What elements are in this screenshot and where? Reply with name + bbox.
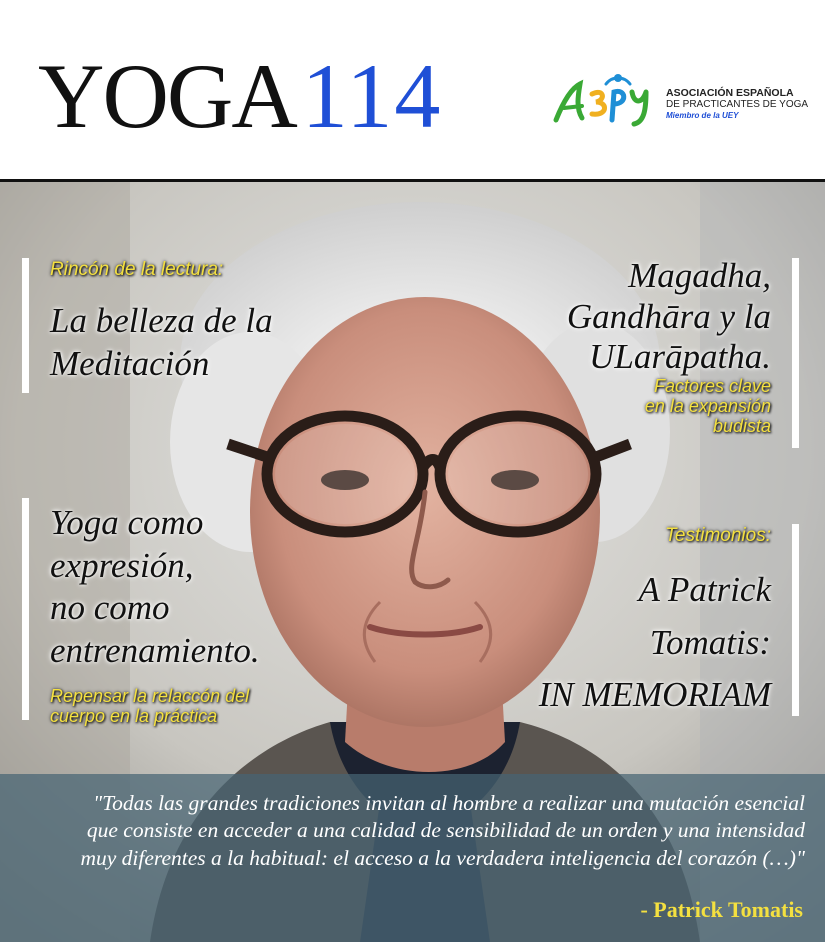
testimonials-title-line: Tomatis: xyxy=(649,622,771,662)
accent-bar-reading xyxy=(22,258,29,393)
magadha-subtitle-line: en la expansión xyxy=(644,396,771,417)
logo-line-3: Miembro de la UEY xyxy=(666,110,739,120)
issue-number: 114 xyxy=(301,45,443,147)
logo-text xyxy=(666,87,808,120)
expression-title-line: no como xyxy=(50,588,170,628)
expression-subtitle xyxy=(50,686,249,726)
aepy-logo-icon xyxy=(552,70,657,130)
magadha-title-line: Magadha, xyxy=(628,256,771,295)
expression-title[interactable] xyxy=(50,502,310,673)
magadha-subtitle-line: Factores clave xyxy=(653,376,771,396)
accent-bar-testimonials xyxy=(792,524,799,716)
reading-title-line: Meditación xyxy=(50,343,210,383)
reading-title-line: La belleza de la xyxy=(50,301,273,340)
accent-bar-expression xyxy=(22,498,29,720)
magadha-title-line: ULarāpatha. xyxy=(589,337,771,377)
accent-bar-magadha xyxy=(792,258,799,448)
expression-subtitle-line: Repensar la relaccón del xyxy=(50,686,250,706)
quote-author: - Patrick Tomatis xyxy=(640,897,803,922)
testimonials-kicker: Testimonios: xyxy=(665,525,771,546)
logo-line-1: ASOCIACIÓN ESPAÑOLA xyxy=(666,87,794,99)
association-logo xyxy=(552,70,812,130)
testimonials-title-line: IN MEMORIAM xyxy=(538,675,771,714)
magadha-title[interactable] xyxy=(471,256,771,378)
expression-title-line: expresión, xyxy=(50,545,194,585)
expression-subtitle-line: cuerpo en la práctica xyxy=(50,706,218,727)
title-word: YOGA xyxy=(38,45,296,147)
magadha-subtitle xyxy=(645,376,771,436)
magadha-title-line: Gandhāra y la xyxy=(566,296,771,336)
expression-title-line: entrenamiento. xyxy=(50,631,260,671)
cover-quote xyxy=(14,790,805,872)
reading-title[interactable] xyxy=(50,300,350,385)
expression-title-line: Yoga como xyxy=(50,503,204,542)
quote-line: muy diferentes a la habitual: el acceso a la verdadera inteligencia del corazón (…)" xyxy=(80,845,805,870)
masthead xyxy=(0,0,825,180)
quote-line: que consiste en acceder a una calidad de sensibilidad de un orden y una intensidad xyxy=(86,818,805,843)
reading-kicker: Rincón de la lectura: xyxy=(50,259,224,280)
testimonials-title[interactable] xyxy=(471,564,771,722)
magadha-subtitle-line: budista xyxy=(712,416,771,437)
logo-line-2: DE PRACTICANTES DE YOGA xyxy=(666,99,809,111)
quote-line: "Todas las grandes tradiciones invitan al hombre a realizar una mutación esencial xyxy=(93,791,805,815)
testimonials-title-line: A Patrick xyxy=(638,570,771,609)
magazine-title xyxy=(38,45,443,147)
